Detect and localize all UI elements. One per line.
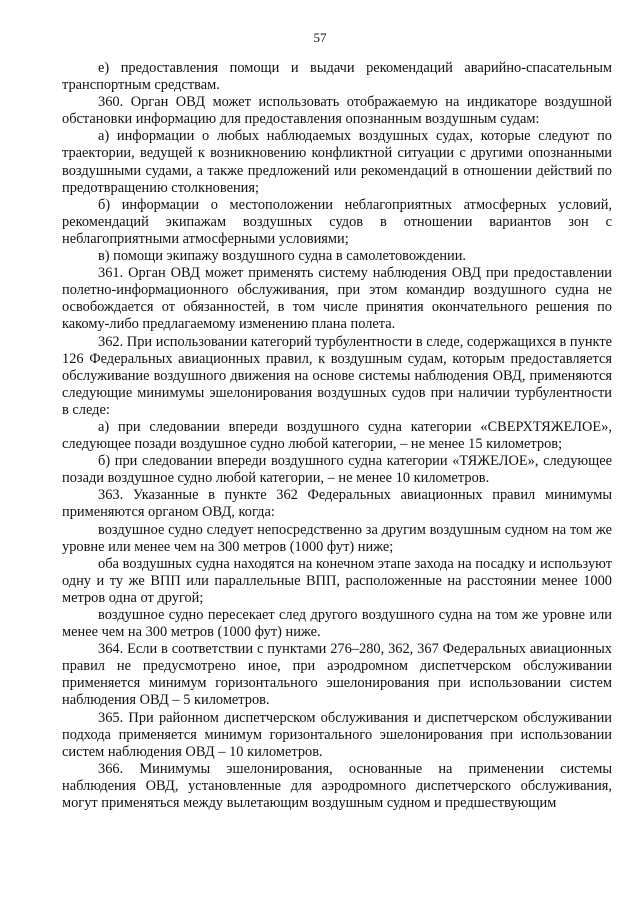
paragraph-363-item-1: воздушное судно следует непосредственно за другим воздушным судном на том же уровне или менее чем на 300 метров (1000 фут) ниже; bbox=[62, 521, 612, 555]
paragraph-360: 360. Орган ОВД может использовать отображаемую на индикаторе воздушной обстановки информацию для предоставления опознанным воздушным судам: bbox=[62, 94, 612, 128]
paragraph-362-a: а) при следовании впереди воздушного судна категории «СВЕРХТЯЖЕЛОЕ», следующее позади воздушное судно любой категории, – не менее 15 километров; bbox=[62, 418, 612, 453]
paragraph-e-assistance: е) предоставления помощи и выдачи рекомендаций аварийно-спасательным транспортным средствам. bbox=[62, 60, 612, 94]
paragraph-361: 361. Орган ОВД может применять систему наблюдения ОВД при предоставлении полетно-информационного обслуживания, при этом командир воздушного судна не освобождается от обязанностей, в том числе принятия окончательного решения по какому-либо предлагаемому изменению плана полета. bbox=[62, 265, 612, 333]
paragraph-362: 362. При использовании категорий турбулентности в следе, содержащихся в пункте 126 Федеральных авиационных правил, к воздушным судам, которым предоставляется обслуживание воздушного движения на основе системы наблюдения ОВД, применяются следующие минимумы эшелонирования воздушных судов при наличии турбулентности в следе: bbox=[62, 333, 612, 418]
paragraph-364: 364. Если в соответствии с пунктами 276–280, 362, 367 Федеральных авиационных правил не предусмотрено иное, при аэродромном диспетчерском обслуживании применяется минимум горизонтального эшелонирования при использовании систем наблюдения ОВД – 5 километров. bbox=[62, 641, 612, 709]
paragraph-363: 363. Указанные в пункте 362 Федеральных авиационных правил минимумы применяются органом ОВД, когда: bbox=[62, 487, 612, 521]
paragraph-362-b: б) при следовании впереди воздушного судна категории «ТЯЖЕЛОЕ», следующее позади воздушное судно любой категории, – не менее 10 километров. bbox=[62, 453, 612, 487]
document-body bbox=[62, 60, 612, 812]
page-number: 57 bbox=[313, 30, 327, 45]
paragraph-365: 365. При районном диспетчерском обслуживания и диспетчерском обслуживании подхода применяется минимум горизонтального эшелонирования при использовании систем наблюдения ОВД – 10 километров. bbox=[62, 709, 612, 760]
paragraph-360-b: б) информации о местоположении неблагоприятных атмосферных условий, рекомендаций экипажам воздушных судов в отношении вариантов зон с неблагоприятными атмосферными условиями; bbox=[62, 196, 612, 247]
paragraph-366: 366. Минимумы эшелонирования, основанные на применении системы наблюдения ОВД, установленные для аэродромного диспетчерского обслуживания, могут применяться между вылетающим воздушным судном и предшествующим bbox=[62, 760, 612, 812]
paragraph-360-v: в) помощи экипажу воздушного судна в самолетовождении. bbox=[98, 248, 467, 265]
paragraph-363-item-3: воздушное судно пересекает след другого воздушного судна на том же уровне или менее чем на 300 метров (1000 фут) ниже. bbox=[62, 607, 612, 641]
paragraph-363-item-2: оба воздушных судна находятся на конечном этапе захода на посадку и используют одну и ту же ВПП или параллельные ВПП, расположенные на расстоянии менее 1000 метров одна от другой; bbox=[62, 555, 612, 606]
paragraph-360-a: а) информации о любых наблюдаемых воздушных судах, которые следуют по траектории, ведущей к возникновению конфликтной ситуации с другими опознанными воздушными судами, а также предложений или рекомендаций в отношении действий по предотвращению столкновения; bbox=[62, 128, 612, 196]
